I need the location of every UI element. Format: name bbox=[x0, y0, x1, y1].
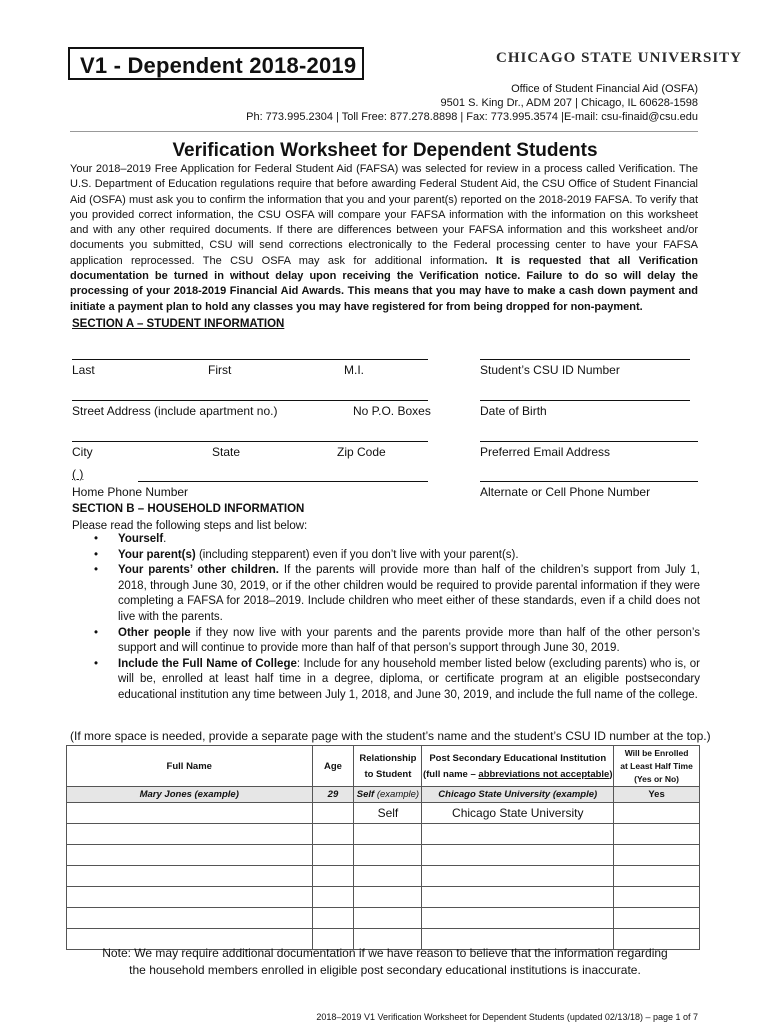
office-contact: Ph: 773.995.2304 | Toll Free: 877.278.8898 | Fax: 773.995.3574 |E-mail: csu-finaid@csu.edu bbox=[246, 111, 698, 123]
enrolled-cell[interactable] bbox=[614, 908, 700, 929]
relationship-cell[interactable] bbox=[354, 887, 422, 908]
cell-phone-field[interactable] bbox=[480, 481, 698, 482]
first-name-label: First bbox=[208, 363, 232, 377]
form-version-badge: V1 - Dependent 2018-2019 bbox=[68, 47, 364, 80]
institution-cell[interactable] bbox=[422, 866, 614, 887]
street-address-field[interactable] bbox=[72, 400, 428, 401]
zip-label: Zip Code bbox=[337, 445, 386, 459]
age-cell[interactable] bbox=[312, 803, 354, 824]
no-po-boxes-label: No P.O. Boxes bbox=[353, 404, 431, 418]
relationship-cell[interactable] bbox=[354, 845, 422, 866]
institution-cell[interactable] bbox=[422, 824, 614, 845]
example-name: Mary Jones (example) bbox=[67, 787, 313, 803]
col-institution: Post Secondary Educational Institution (full name – abbreviations not acceptable) bbox=[422, 746, 614, 787]
example-institution: Chicago State University (example) bbox=[422, 787, 614, 803]
col-age: Age bbox=[312, 746, 354, 787]
section-b-instructions: Please read the following steps and list below: bbox=[72, 520, 308, 532]
city-label: City bbox=[72, 445, 93, 459]
list-item: • Your parent(s) (including stepparent) even if you don’t live with your parent(s). bbox=[72, 548, 700, 564]
name-cell[interactable] bbox=[67, 824, 313, 845]
name-cell[interactable] bbox=[67, 803, 313, 824]
dob-label: Date of Birth bbox=[480, 404, 547, 418]
name-cell[interactable] bbox=[67, 887, 313, 908]
page-title: Verification Worksheet for Dependent Students bbox=[172, 140, 598, 161]
age-cell[interactable] bbox=[312, 845, 354, 866]
institution-cell[interactable]: Chicago State University bbox=[422, 803, 614, 824]
email-field[interactable] bbox=[480, 441, 698, 442]
name-cell[interactable] bbox=[67, 866, 313, 887]
enrolled-cell[interactable] bbox=[614, 803, 700, 824]
relationship-cell[interactable] bbox=[354, 824, 422, 845]
example-relationship: Self (example) bbox=[354, 787, 422, 803]
state-label: State bbox=[212, 445, 241, 459]
name-cell[interactable] bbox=[67, 845, 313, 866]
list-item: • Yourself. bbox=[72, 532, 700, 548]
header-divider bbox=[70, 131, 698, 132]
csu-id-field[interactable] bbox=[480, 359, 690, 360]
example-age: 29 bbox=[312, 787, 354, 803]
home-phone-field[interactable] bbox=[138, 481, 428, 482]
bullet-icon: • bbox=[94, 548, 99, 561]
bullet-icon: • bbox=[94, 564, 99, 577]
university-logo: CHICAGO STATE UNIVERSITY bbox=[496, 50, 742, 66]
table-header-row bbox=[67, 746, 700, 787]
table-row bbox=[67, 845, 700, 866]
middle-initial-label: M.I. bbox=[344, 363, 364, 377]
section-b-heading: SECTION B – HOUSEHOLD INFORMATION bbox=[72, 503, 305, 515]
page-footer: 2018–2019 V1 Verification Worksheet for Dependent Students (updated 02/13/18) – page 1 of 7 bbox=[316, 1012, 698, 1022]
section-a-heading: SECTION A – STUDENT INFORMATION bbox=[72, 318, 285, 330]
cell-phone-label: Alternate or Cell Phone Number bbox=[480, 485, 651, 499]
enrolled-cell[interactable] bbox=[614, 866, 700, 887]
bullet-icon: • bbox=[94, 657, 99, 670]
enrolled-cell[interactable] bbox=[614, 887, 700, 908]
email-label: Preferred Email Address bbox=[480, 445, 611, 459]
name-cell[interactable] bbox=[67, 908, 313, 929]
enrolled-cell[interactable] bbox=[614, 845, 700, 866]
list-item: • Your parents’ other children. If the parents will provide more than half of the children’s support from July 1, 2018, through June 30, 2019, or if the other children would be required to provide parental information if they were completing a FAFSA for 2018–2019. Include children who meet either of these standards, even if a child does not live with the parents. bbox=[94, 564, 700, 623]
verification-note: Note: We may require additional documentation if we have reason to believe that the information regarding the household members enrolled in eligible post secondary educational institutions is inaccurate. bbox=[102, 946, 668, 977]
age-cell[interactable] bbox=[312, 824, 354, 845]
name-field[interactable] bbox=[72, 359, 428, 360]
institution-cell[interactable] bbox=[422, 887, 614, 908]
age-cell[interactable] bbox=[312, 887, 354, 908]
institution-cell[interactable] bbox=[422, 845, 614, 866]
home-phone-label: Home Phone Number bbox=[72, 485, 189, 499]
bullet-icon: • bbox=[94, 533, 99, 545]
csu-id-label: Student’s CSU ID Number bbox=[480, 363, 620, 377]
enrolled-cell[interactable] bbox=[614, 824, 700, 845]
household-rules-list bbox=[72, 532, 700, 704]
intro-paragraph: Your 2018–2019 Free Application for Federal Student Aid (FAFSA) was selected for review in a process called Verification. The U.S. Department of Education regulations require that before awarding Federal Student Aid, the CSU Office of Student Financial Aid (OSFA) must ask you to confirm the information that you and your parent(s) reported on the 2018-2019 FAFSA. To verify that you provided correct information, the CSU OSFA will compare your FAFSA information with the information on this worksheet and with any other required documents. If there are differences between your FAFSA information and this worksheet and/or documents you submitted, CSU will send corrections electronically to the Federal processing center to have your FAFSA application reprocessed. The CSU OSFA may ask for additional information. It is requested that all Verification documentation be turned in without delay upon receiving the Verification notice. Failure to do so will delay the processing of your 2018-2019 Financial Aid Awards. This means that you may have to make a cash down payment and initiate a payment plan to hold any classes you may have registered for from being dropped for non-payment. bbox=[70, 163, 698, 313]
last-name-label: Last bbox=[72, 363, 95, 377]
age-cell[interactable] bbox=[312, 908, 354, 929]
table-row bbox=[67, 866, 700, 887]
office-name: Office of Student Financial Aid (OSFA) bbox=[511, 83, 698, 95]
list-item: • Other people if they now live with your parents and the parents provide more than half of the other person’s support and will continue to provide more than half of that person’s support through June 30, 2019. bbox=[94, 626, 700, 655]
age-cell[interactable] bbox=[312, 866, 354, 887]
table-row bbox=[67, 824, 700, 845]
institution-cell[interactable] bbox=[422, 908, 614, 929]
example-row bbox=[67, 787, 700, 803]
area-code-field[interactable]: ( ) bbox=[72, 467, 84, 481]
street-address-label: Street Address (include apartment no.) bbox=[72, 404, 278, 418]
relationship-cell[interactable] bbox=[354, 908, 422, 929]
table-row bbox=[67, 908, 700, 929]
bullet-icon: • bbox=[94, 626, 99, 639]
household-table bbox=[66, 745, 700, 950]
table-row bbox=[67, 887, 700, 908]
office-address: 9501 S. King Dr., ADM 207 | Chicago, IL 60628-1598 bbox=[440, 97, 698, 109]
dob-field[interactable] bbox=[480, 400, 690, 401]
extra-space-note: (If more space is needed, provide a separate page with the student’s name and the student’s CSU ID number at the top.) bbox=[70, 729, 711, 743]
example-enrolled: Yes bbox=[614, 787, 700, 803]
col-relationship: Relationship to Student bbox=[354, 746, 422, 787]
table-row bbox=[67, 803, 700, 824]
relationship-cell[interactable]: Self bbox=[354, 803, 422, 824]
col-enrolled: Will be Enrolled at Least Half Time (Yes or No) bbox=[614, 746, 700, 787]
relationship-cell[interactable] bbox=[354, 866, 422, 887]
city-state-zip-field[interactable] bbox=[72, 441, 428, 442]
col-full-name: Full Name bbox=[67, 746, 313, 787]
list-item: • Include the Full Name of College: Include for any household member listed below (excluding parents) who is, or will be, enrolled at least half time in a degree, diploma, or certificate program at an eligible postsecondary educational institution any time between July 1, 2018, and June 30, 2019, and include the full name of the college. bbox=[94, 657, 700, 701]
